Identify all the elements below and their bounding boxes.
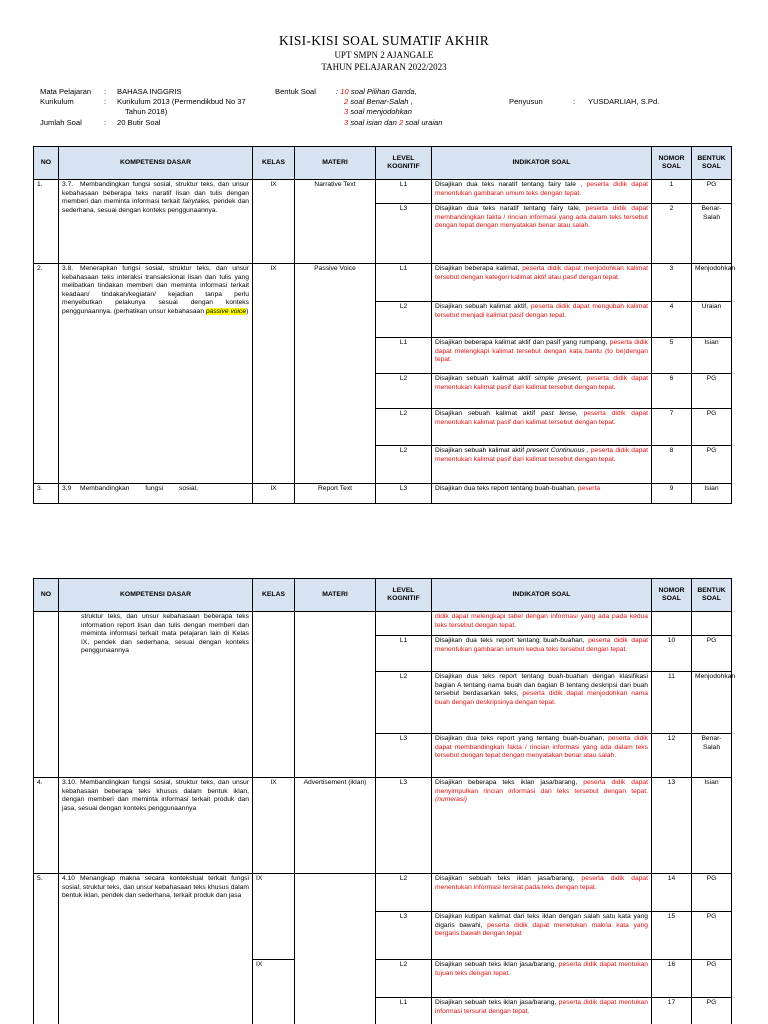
level-cell: L3 bbox=[376, 778, 432, 874]
col-level: LEVEL KOGNITIF bbox=[376, 579, 432, 612]
bentuk-pg-count: 10 bbox=[340, 87, 349, 96]
level-cell: L3 bbox=[376, 484, 432, 504]
level-cell: L1 bbox=[376, 338, 432, 374]
row-number: 4. bbox=[34, 778, 59, 874]
bentuk-cell: Isian bbox=[692, 778, 732, 874]
col-kd: KOMPETENSI DASAR bbox=[59, 147, 253, 180]
bentuk-bs-count: 2 bbox=[344, 97, 349, 107]
bentuk-bs-text: soal Benar-Salah , bbox=[350, 97, 413, 107]
separator: : bbox=[336, 87, 339, 96]
indikator-cell: Disajikan sebuah teks iklan jasa/barang, peserta didik dapat mentukan informasi tersurat dengan tepat. bbox=[432, 998, 652, 1024]
bentuk-cell: PG bbox=[692, 409, 732, 446]
indikator-cell: Disajikan sebuah teks iklan jasa/barang, peserta didik dapat menentukan informasi tersirat pada teks dengan tepat. bbox=[432, 874, 652, 912]
kompetensi-dasar: 3.10. Membandingkan fungsi sosial, struktur teks, dan unsur kebahasaan beberapa teks khusus dalam bentuk iklan, dengan memberi dan meminta informasi terkait produk dan jasa, sesuai dengan konteks penggunaannya bbox=[59, 778, 253, 874]
nomor-cell: 14 bbox=[652, 874, 692, 912]
level-cell: L1 bbox=[376, 180, 432, 204]
bentuk-cell: PG bbox=[692, 998, 732, 1024]
row-number: 1. bbox=[34, 180, 59, 264]
meta-labels bbox=[40, 87, 91, 128]
level-cell: L2 bbox=[376, 409, 432, 446]
bentuk-cell: PG bbox=[692, 636, 732, 672]
kelas-cell: IX bbox=[253, 264, 295, 484]
bentuk-mj-text: soal menjodohkan bbox=[350, 107, 412, 117]
school-name: UPT SMPN 2 AJANGALE bbox=[334, 50, 434, 60]
level-cell: L1 bbox=[376, 998, 432, 1024]
bentuk-cell: Menjodohkan bbox=[692, 264, 732, 302]
kelas-cell: IX bbox=[253, 484, 295, 504]
materi-cell: Passive Voice bbox=[295, 264, 376, 484]
kurikulum-value-line2: Tahun 2018) bbox=[125, 107, 168, 117]
level-cell: L2 bbox=[376, 874, 432, 912]
kisi-table-page2 bbox=[33, 578, 736, 1024]
col-kd: KOMPETENSI DASAR bbox=[59, 579, 253, 612]
col-no: NO bbox=[34, 147, 59, 180]
row-number: 3. bbox=[34, 484, 59, 504]
separator: : bbox=[573, 97, 576, 106]
bentuk-values bbox=[336, 87, 442, 128]
bentuk-cell: PG bbox=[692, 960, 732, 998]
kelas-cell: IX bbox=[253, 778, 295, 874]
meta-separators bbox=[104, 87, 106, 128]
nomor-cell: 6 bbox=[652, 374, 692, 409]
kompetensi-dasar: 4.10 Menangkap makna secara kontekstual terkait fungsi sosial, struktur teks, dan unsur kebahasaan teks khusus dalam bentuk iklan, pendek dan sederhana, terkait produk dan jasa bbox=[59, 874, 253, 1024]
kelas-cell: IX bbox=[253, 874, 295, 960]
nomor-cell: 2 bbox=[652, 204, 692, 264]
nomor-cell: 11 bbox=[652, 672, 692, 734]
bentuk-pg-text: soal Pilihan Ganda, bbox=[350, 87, 417, 96]
table-row bbox=[34, 778, 732, 874]
separator: : bbox=[104, 117, 107, 127]
level-cell: L2 bbox=[376, 374, 432, 409]
materi-cell bbox=[295, 874, 376, 1024]
nomor-cell: 9 bbox=[652, 484, 692, 504]
level-cell: L2 bbox=[376, 446, 432, 484]
bentuk-label: Bentuk Soal bbox=[275, 87, 316, 96]
nomor-cell: 3 bbox=[652, 264, 692, 302]
highlighted-term: passive voice bbox=[205, 307, 247, 315]
nomor-cell: 4 bbox=[652, 302, 692, 338]
table-row bbox=[34, 612, 732, 636]
kompetensi-dasar: 3.8. Menerapkan fungsi sosial, struktur teks, dan unsur kebahasaan teks interaksi transaksional lisan dan tulis yang melibatkan tindakan memberi dan meminta informasi terkait keadaan/ tindakan/kegiatan/ kejadian tanpa perlu menyebutkan pelakunya sesuai dengan konteks penggunaannya. (perhatikan unsur kebahasaan passive voice) bbox=[59, 264, 253, 484]
table-row bbox=[34, 180, 732, 204]
nomor-cell: 13 bbox=[652, 778, 692, 874]
level-cell: L2 bbox=[376, 672, 432, 734]
materi-cell bbox=[295, 612, 376, 778]
row-number: 5. bbox=[34, 874, 59, 1024]
level-cell: L1 bbox=[376, 264, 432, 302]
indikator-cell: Disajikan dua teks naratif tentang fairy tale , peserta didik dapat menentukan gambaran umum teks dengan tepat. bbox=[432, 180, 652, 204]
indikator-cell: Disajikan sebuah kalimat aktif present Continuous , peserta didik dapat menentukan kalimat pasif dari kalimat tersebut dengan tepat. bbox=[432, 446, 652, 484]
kelas-cell: IX bbox=[253, 180, 295, 264]
penyusun-label: Penyusun bbox=[509, 97, 543, 106]
indikator-cell: Disajikan kutipan kalimat dari teks iklan dengan salah satu kata yang digaris bawahi, peserta didik dapat menetukan makna kata yang bergaris bawah dengan tepat bbox=[432, 912, 652, 960]
kompetensi-dasar: struktur teks, dan unsur kebahasaan beberapa teks information report lisan dan tulis dengan memberi dan meminta informasi terkait mata pelajaran lain di Kelas IX, pendek dan sederhana, sesuai dengan konteks penggunaannya bbox=[59, 612, 253, 778]
bentuk-cell: PG bbox=[692, 912, 732, 960]
indikator-cell: Disajikan dua teks report tentang buah-buahan, peserta didik dapat menentukan gambaran umum kedua teks tersebut dengan tepat. bbox=[432, 636, 652, 672]
bentuk-uraian-count: 2 bbox=[398, 117, 404, 127]
table-row bbox=[34, 874, 732, 912]
kelas-cell: IX bbox=[253, 960, 295, 1024]
nomor-cell: 12 bbox=[652, 734, 692, 778]
penyusun-value: YUSDARLIAH, S.Pd. bbox=[588, 97, 660, 106]
col-indikator: INDIKATOR SOAL bbox=[432, 579, 652, 612]
bentuk-cell: Menjodohkan bbox=[692, 672, 732, 734]
col-kelas: KELAS bbox=[253, 579, 295, 612]
kompetensi-dasar: 3.9 Membandingkan fungsi sosial, bbox=[59, 484, 253, 504]
indikator-cell: Disajikan dua teks report yang tentang buah-buahan, peserta didik dapat membandingkan fakta / rincian informasi yang ada dalam teks tersebut dengan tepat dengan menyatakan benar atau salah. bbox=[432, 734, 652, 778]
kisi-table-page1 bbox=[33, 146, 736, 504]
col-indikator: INDIKATOR SOAL bbox=[432, 147, 652, 180]
col-level: LEVEL KOGNITIF bbox=[376, 147, 432, 180]
nomor-cell: 15 bbox=[652, 912, 692, 960]
materi-cell: Advertisement (iklan) bbox=[295, 778, 376, 874]
nomor-cell: 5 bbox=[652, 338, 692, 374]
mapel-value: BAHASA INGGRIS bbox=[117, 87, 182, 96]
materi-cell: Narrative Text bbox=[295, 180, 376, 264]
nomor-cell: 17 bbox=[652, 998, 692, 1024]
table-row bbox=[34, 264, 732, 302]
kurikulum-value-line1: Kurikulum 2013 (Permendikbud No 37 bbox=[117, 97, 246, 107]
school-year: TAHUN PELAJARAN 2022/2023 bbox=[321, 62, 447, 72]
meta-values bbox=[117, 87, 246, 128]
bentuk-isian-count: 3 bbox=[344, 117, 349, 127]
indikator-cell: Disajikan dua teks naratif tentang fairy tale, peserta didik dapat membandingkan fakta / rincian informasi yang ada dalam teks tersebut dengan tepat dengan menyatakan benar atau salah. bbox=[432, 204, 652, 264]
col-nomor: NOMOR SOAL bbox=[652, 147, 692, 180]
row-number: 2. bbox=[34, 264, 59, 484]
jumlah-label: Jumlah Soal bbox=[40, 117, 82, 127]
nomor-cell: 10 bbox=[652, 636, 692, 672]
bentuk-cell: Uraian bbox=[692, 302, 732, 338]
col-materi: MATERI bbox=[295, 579, 376, 612]
level-cell: L1 bbox=[376, 636, 432, 672]
bentuk-cell: Isian bbox=[692, 484, 732, 504]
table-header-row bbox=[34, 579, 732, 612]
bentuk-cell: PG bbox=[692, 180, 732, 204]
indikator-cell: Disajikan sebuah kalimat aktif simple present, peserta didik dapat menentukan kalimat pasif dari kalimat tersebut dengan tepat. bbox=[432, 374, 652, 409]
bentuk-uraian-text: soal uraian bbox=[405, 117, 443, 127]
nomor-cell: 8 bbox=[652, 446, 692, 484]
col-no: NO bbox=[34, 579, 59, 612]
bentuk-cell: Benar- Salah bbox=[692, 204, 732, 264]
level-cell: L3 bbox=[376, 204, 432, 264]
level-cell: L2 bbox=[376, 960, 432, 998]
materi-cell: Report Text bbox=[295, 484, 376, 504]
indikator-cell: Disajikan sebuah teks iklan jasa/barang, peserta didik dapat mentukan tujuan teks dengan tepat. bbox=[432, 960, 652, 998]
col-nomor: NOMOR SOAL bbox=[652, 579, 692, 612]
document-title: KISI-KISI SOAL SUMATIF AKHIR bbox=[278, 33, 490, 48]
row-number bbox=[34, 612, 59, 778]
level-cell: L3 bbox=[376, 734, 432, 778]
bentuk-mj-count: 3 bbox=[344, 107, 349, 117]
col-materi: MATERI bbox=[295, 147, 376, 180]
col-bentuk: BENTUK SOAL bbox=[692, 147, 732, 180]
kompetensi-dasar: 3.7. Membandingkan fungsi sosial, struktur teks, dan unsur kebahasaan beberapa teks naratif lisan dan tulis dengan memberi dan meminta informasi terkait fairytales, pendek dan sederhana, sesuai dengan konteks penggunaannya. bbox=[59, 180, 253, 264]
table-header-row bbox=[34, 147, 732, 180]
kelas-cell bbox=[253, 612, 295, 778]
bentuk-cell: Benar-Salah bbox=[692, 734, 732, 778]
indikator-cell: Disajikan sebuah kalimat aktif, peserta didik dapat mengubah kalimat tersebut menjadi kalimat pasif dengan tepat. bbox=[432, 302, 652, 338]
jumlah-value: 20 Butir Soal bbox=[117, 117, 161, 127]
kurikulum-label: Kurikulum bbox=[40, 97, 74, 107]
indikator-cell: Disajikan beberapa kalimat, peserta didik dapat menjodohkan kalimat tersebut dengan kategori kalimat aktif atau pasif dengan tepat. bbox=[432, 264, 652, 302]
indikator-cell: didik dapat melengkapi tabel dengan informasi yang ada pada kedua teks tersebut dengan tepat. bbox=[432, 612, 652, 636]
level-cell bbox=[376, 612, 432, 636]
col-kelas: KELAS bbox=[253, 147, 295, 180]
mapel-label: Mata Pelajaran bbox=[40, 87, 92, 96]
col-bentuk: BENTUK SOAL bbox=[692, 579, 732, 612]
bentuk-cell: PG bbox=[692, 446, 732, 484]
level-cell: L2 bbox=[376, 302, 432, 338]
separator: : bbox=[104, 97, 107, 107]
indikator-cell: Disajikan beberapa teks iklan jasa/barang, peserta didik dapat menyimpulkan rincian informasi dari teks tersebut dengan tepat. (numerasi) bbox=[432, 778, 652, 874]
indikator-cell: Disajikan dua teks report tentang buah-buahan, peserta bbox=[432, 484, 652, 504]
bentuk-cell: Isian bbox=[692, 338, 732, 374]
nomor-cell: 7 bbox=[652, 409, 692, 446]
table-row bbox=[34, 484, 732, 504]
indikator-cell: Disajikan beberapa kalimat aktif dan pasif yang rumpang, peserta didik dapat melengkapi kalimat tersebut dengan kata bantu (to be)dengan tepat. bbox=[432, 338, 652, 374]
indikator-cell: Disajikan dua teks report tentang buah-buahan dengan klasifikasi bagian A tentang nama buah dan bagian B tentang deskripsi dari buah tersebut berdasarkan teks, peserta didik dapat menjodohkan nama buah dengan deskripsinya dengan tepat. bbox=[432, 672, 652, 734]
nomor-cell: 1 bbox=[652, 180, 692, 204]
nomor-cell: 16 bbox=[652, 960, 692, 998]
bentuk-cell bbox=[692, 612, 732, 636]
nomor-cell bbox=[652, 612, 692, 636]
separator: : bbox=[104, 87, 107, 96]
bentuk-cell: PG bbox=[692, 374, 732, 409]
level-cell: L3 bbox=[376, 912, 432, 960]
bentuk-isian-text: soal isian dan bbox=[350, 117, 397, 127]
bentuk-cell: PG bbox=[692, 874, 732, 912]
indikator-cell: Disajikan sebuah kalimat aktif past tense, peserta didik dapat menentukan kalimat pasif dari kalimat tersebut dengan tepat. bbox=[432, 409, 652, 446]
